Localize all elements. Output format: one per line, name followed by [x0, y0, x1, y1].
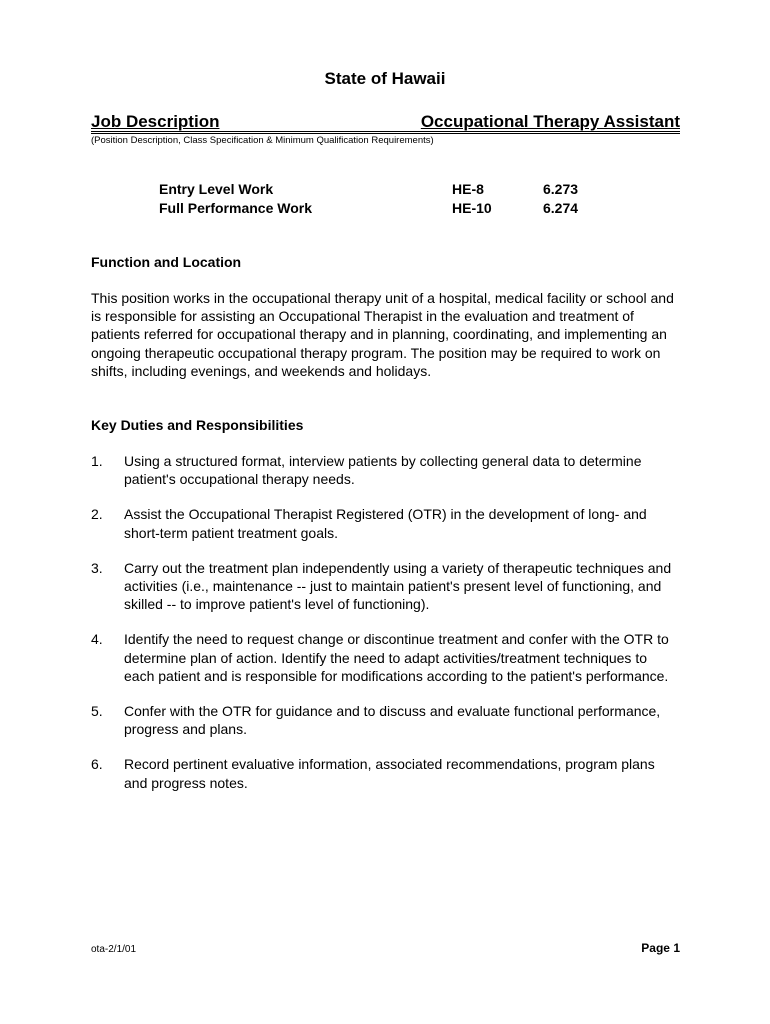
- level-name: Full Performance Work: [159, 200, 313, 216]
- list-item-number: 1.: [91, 453, 103, 469]
- list-item: [91, 505, 681, 541]
- list-item-number: 4.: [91, 631, 103, 648]
- list-item-text: Carry out the treatment plan independently using a variety of therapeutic techniques and activities (i.e., maintenance -- just to maintain patient's present level of functioning, and skilled -- to improve patient's level of functioning).: [124, 559, 672, 613]
- level-number: 6.274: [543, 200, 579, 216]
- header-position-title: Occupational Therapy Assistant: [420, 112, 680, 131]
- list-item-text: Assist the Occupational Therapist Registered (OTR) in the development of long- and short-term patient treatment goals.: [124, 506, 647, 541]
- list-item: [91, 755, 681, 791]
- list-item: [91, 630, 681, 685]
- list-item: [91, 559, 681, 614]
- duties-list: [91, 452, 681, 809]
- level-name: Entry Level Work: [159, 181, 274, 197]
- header-job-description: Job Description: [91, 112, 220, 131]
- footer-doc-code: ota-2/1/01: [91, 944, 137, 955]
- list-item: [91, 702, 681, 738]
- list-item-number: 6.: [91, 756, 103, 773]
- level-code: HE-8: [452, 181, 484, 197]
- list-item: [91, 452, 681, 488]
- list-item-number: 2.: [91, 506, 103, 523]
- level-number: 6.273: [543, 181, 579, 197]
- level-code: HE-10: [452, 200, 492, 216]
- page-number: Page 1: [641, 941, 680, 955]
- list-item-number: 3.: [91, 559, 103, 576]
- header-divider: [91, 131, 680, 134]
- header-subtitle: (Position Description, Class Specification & Minimum Qualification Requirements): [91, 135, 434, 146]
- list-item-text: Confer with the OTR for guidance and to discuss and evaluate functional performance, progress and plans.: [124, 703, 661, 738]
- list-item-text: Using a structured format, interview patients by collecting general data to determine patient's occupational therapy needs.: [124, 453, 642, 488]
- list-item-number: 5.: [91, 703, 103, 720]
- function-location-text: This position works in the occupational therapy unit of a hospital, medical facility or school and is responsible for assisting an Occupational Therapist in the evaluation and treatment of patients referred for occupational therapy and in planning, coordinating, and implementing an ongoing therapeutic occupational therapy program. The position may be required to work on shifts, including evenings, and weekends and holidays.: [91, 290, 674, 379]
- list-item-text: Identify the need to request change or discontinue treatment and confer with the OTR to determine plan of action. Identify the need to adapt activities/treatment techniques to each patient and is responsible for modifications according to the patient's performance.: [124, 631, 669, 684]
- duties-heading: Key Duties and Responsibilities: [91, 417, 304, 433]
- list-item-text: Record pertinent evaluative information, associated recommendations, program plans and progress notes.: [124, 756, 655, 791]
- document-title: State of Hawaii: [324, 69, 446, 88]
- function-location-heading: Function and Location: [91, 254, 242, 270]
